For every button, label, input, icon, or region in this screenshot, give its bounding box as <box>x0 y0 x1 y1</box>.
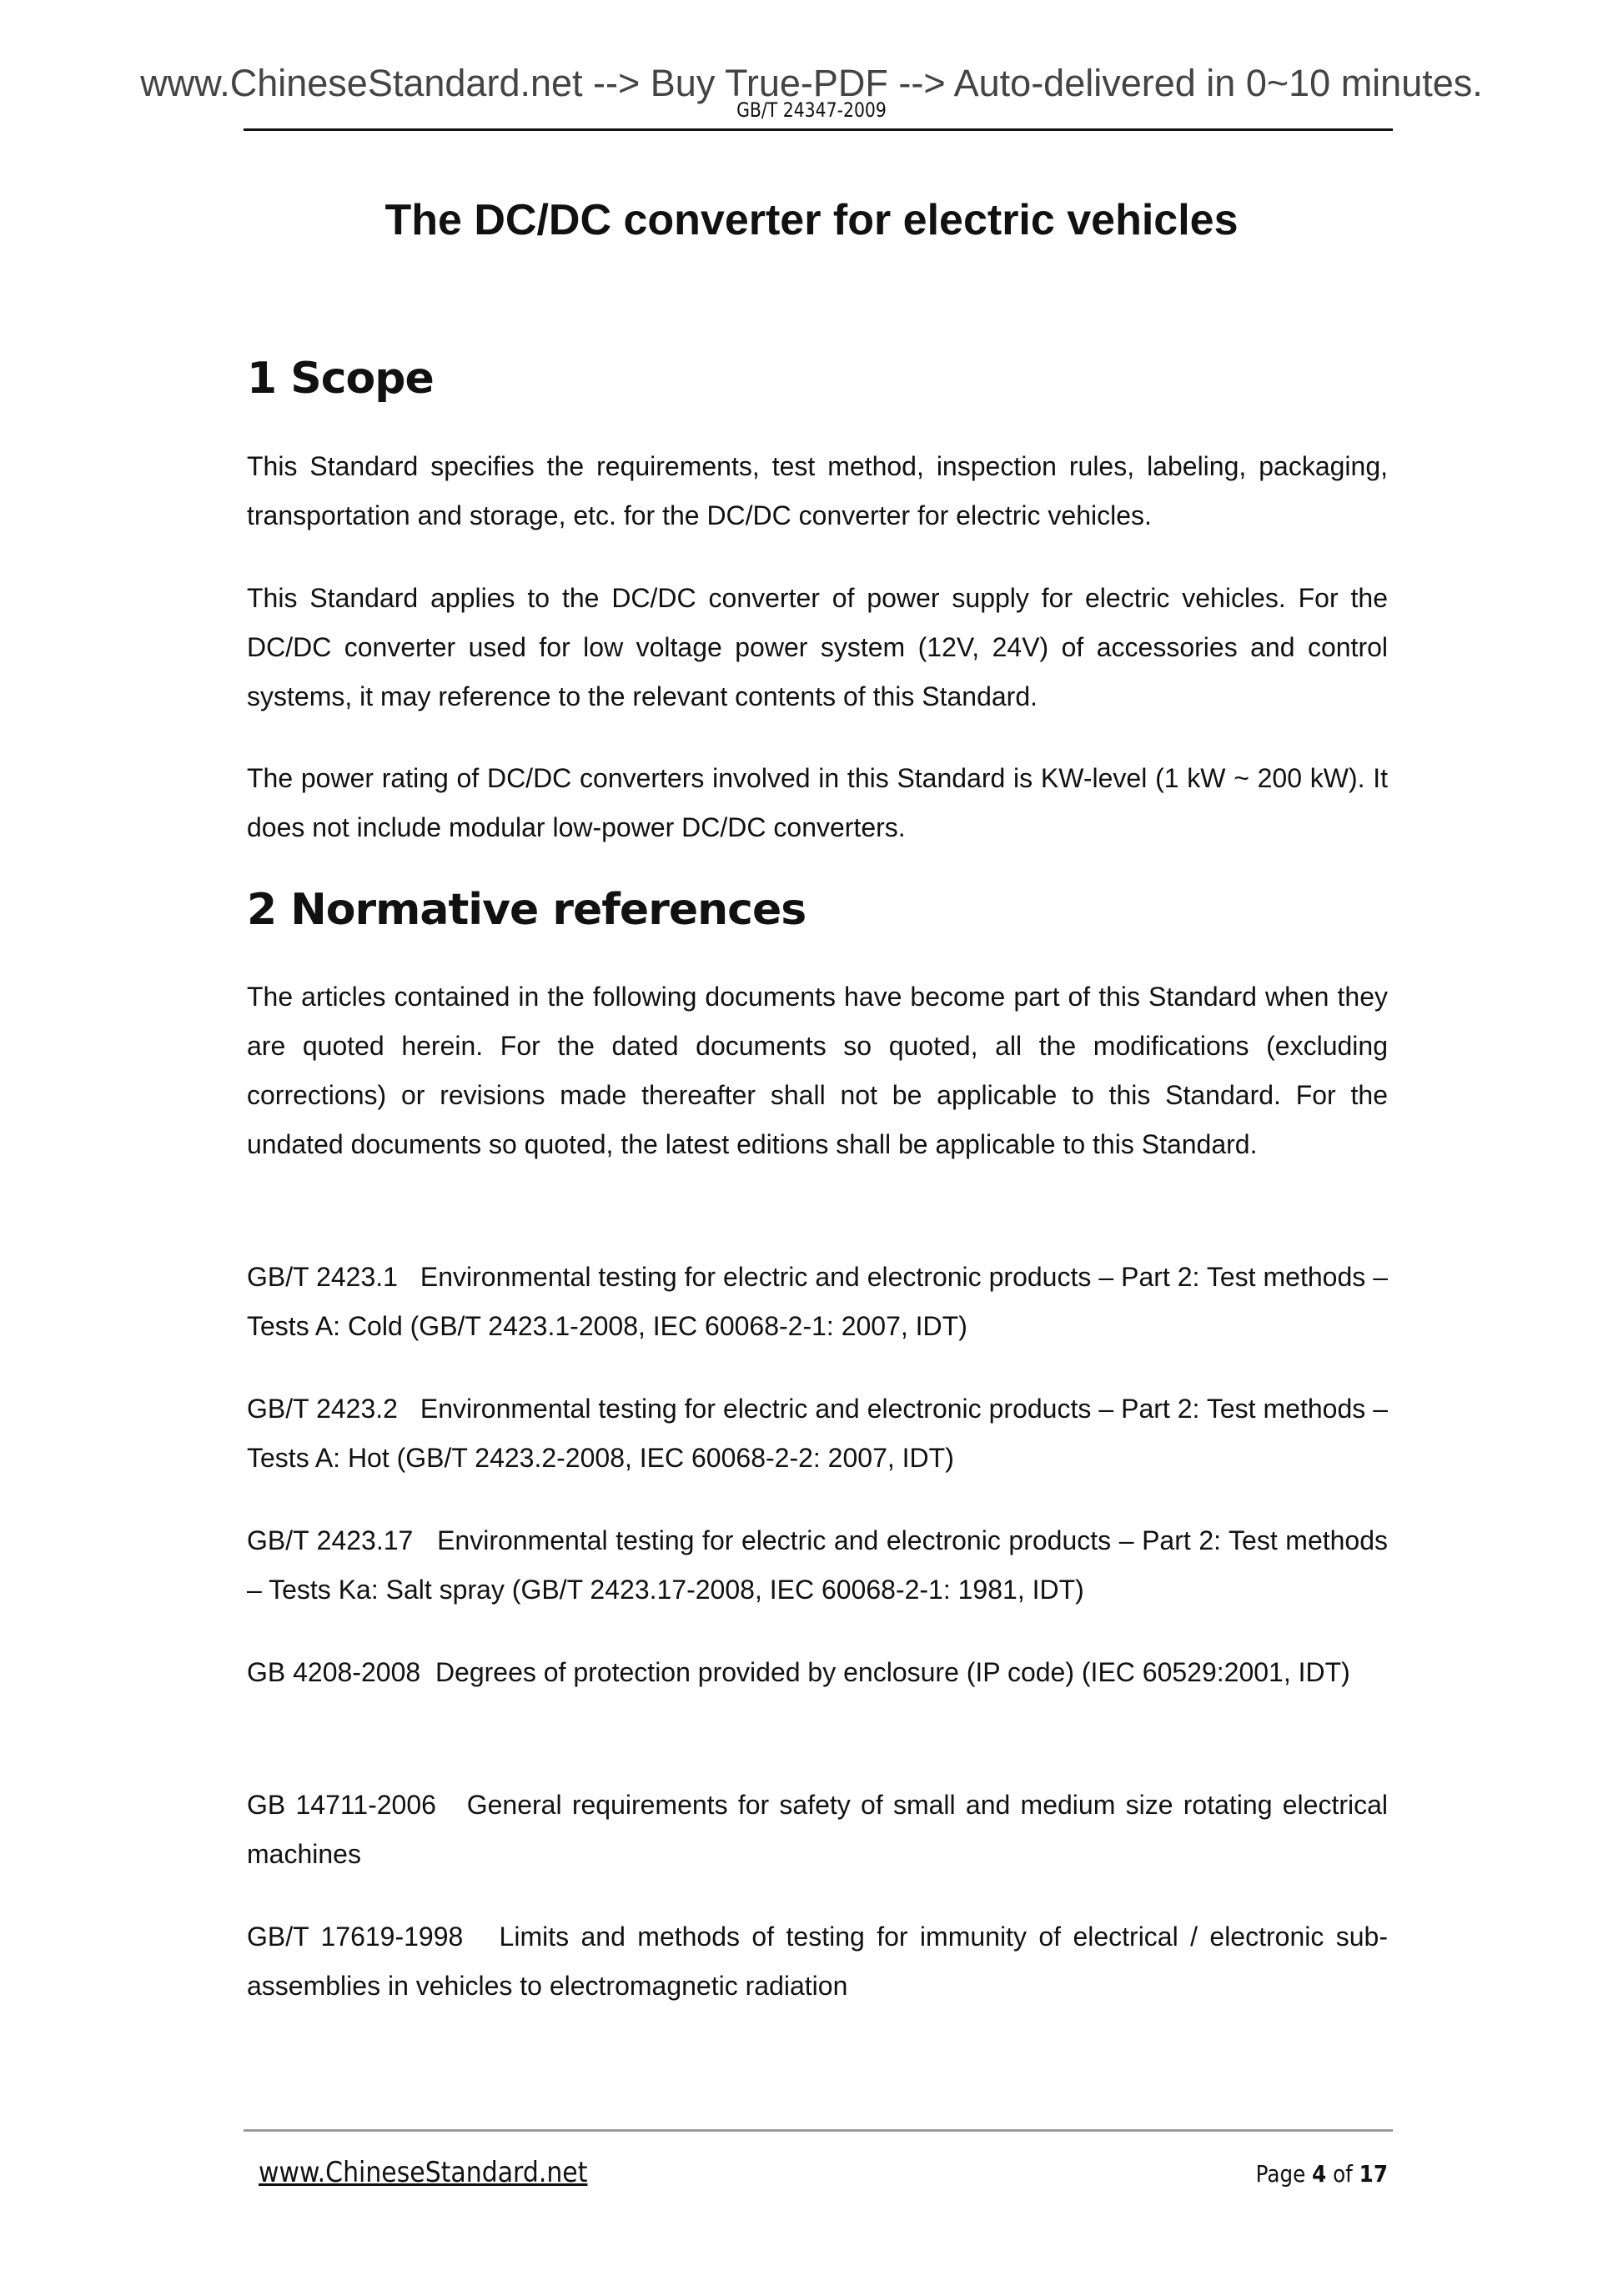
reference-code: GB/T 2423.17 <box>247 1525 414 1555</box>
section-heading-normative-references: 2 Normative references <box>247 885 806 935</box>
reference-title: Degrees of protection provided by enclosure (IP code) (IEC 60529:2001, IDT) <box>435 1657 1350 1687</box>
paragraph: The power rating of DC/DC converters involved in this Standard is KW-level (1 kW ~ 200 kW). It does not include modular low-power DC/DC converters. <box>247 763 1388 842</box>
reference-code: GB/T 17619-1998 <box>247 1922 464 1952</box>
page-current: 4 <box>1312 2160 1327 2188</box>
reference-title: General requirements for safety of small and medium size rotating electrical machines <box>247 1790 1389 1869</box>
section-heading-scope: 1 Scope <box>247 354 434 404</box>
of-label: of <box>1333 2160 1353 2188</box>
reference-item <box>247 1781 1388 1879</box>
paragraph: This Standard applies to the DC/DC converter of power supply for electric vehicles. For the DC/DC converter used for low voltage power system (12V, 24V) of accessories and control systems, it may reference to the relevant contents of this Standard. <box>247 583 1388 711</box>
document-title: The DC/DC converter for electric vehicles <box>384 196 1239 244</box>
reference-title: Environmental testing for electric and electronic products – Part 2: Test methods – Tests A: Hot (GB/T 2423.2-2008, IEC 60068-2-2: 2007, IDT) <box>247 1394 1389 1473</box>
reference-title: Environmental testing for electric and electronic products – Part 2: Test methods – Tests A: Cold (GB/T 2423.1-2008, IEC 60068-2-1: 2007, IDT) <box>247 1262 1389 1341</box>
reference-item <box>247 1384 1388 1483</box>
reference-item <box>247 1912 1388 2011</box>
paragraph: The articles contained in the following documents have become part of this Standard when they are quoted herein. For the dated documents so quoted, all the modifications (excluding corrections) or revisions made thereafter shall not be applicable to this Standard. For the undated documents so quoted, the latest editions shall be applicable to this Standard. <box>247 982 1388 1159</box>
reference-title: Environmental testing for electric and electronic products – Part 2: Test methods – Tests Ka: Salt spray (GB/T 2423.17-2008, IEC 60068-2-1: 1981, IDT) <box>247 1525 1389 1605</box>
reference-code: GB/T 2423.1 <box>247 1262 398 1292</box>
paragraph: This Standard specifies the requirements, test method, inspection rules, labeling, packaging, transportation and storage, etc. for the DC/DC converter for electric vehicles. <box>247 451 1388 530</box>
reference-title: Limits and methods of testing for immunity of electrical / electronic sub-assemblies in vehicles to electromagnetic radiation <box>247 1922 1389 2001</box>
reference-item <box>247 1648 1388 1697</box>
standard-code: GB/T 24347-2009 <box>736 98 887 122</box>
header-divider <box>244 128 1393 131</box>
reference-code: GB 4208-2008 <box>247 1657 421 1687</box>
footer-website-link[interactable]: www.ChineseStandard.net <box>259 2156 588 2189</box>
footer-divider <box>244 2129 1393 2132</box>
reference-code: GB 14711-2006 <box>247 1790 436 1820</box>
reference-item <box>247 1253 1388 1351</box>
reference-code: GB/T 2423.2 <box>247 1394 398 1424</box>
page-label: Page <box>1255 2160 1306 2188</box>
promo-banner: www.ChineseStandard.net --> Buy True-PDF --> Auto-delivered in 0~10 minutes. <box>140 62 1483 104</box>
page-total: 17 <box>1359 2160 1388 2188</box>
page-number <box>1256 2160 1388 2188</box>
reference-item <box>247 1516 1388 1615</box>
